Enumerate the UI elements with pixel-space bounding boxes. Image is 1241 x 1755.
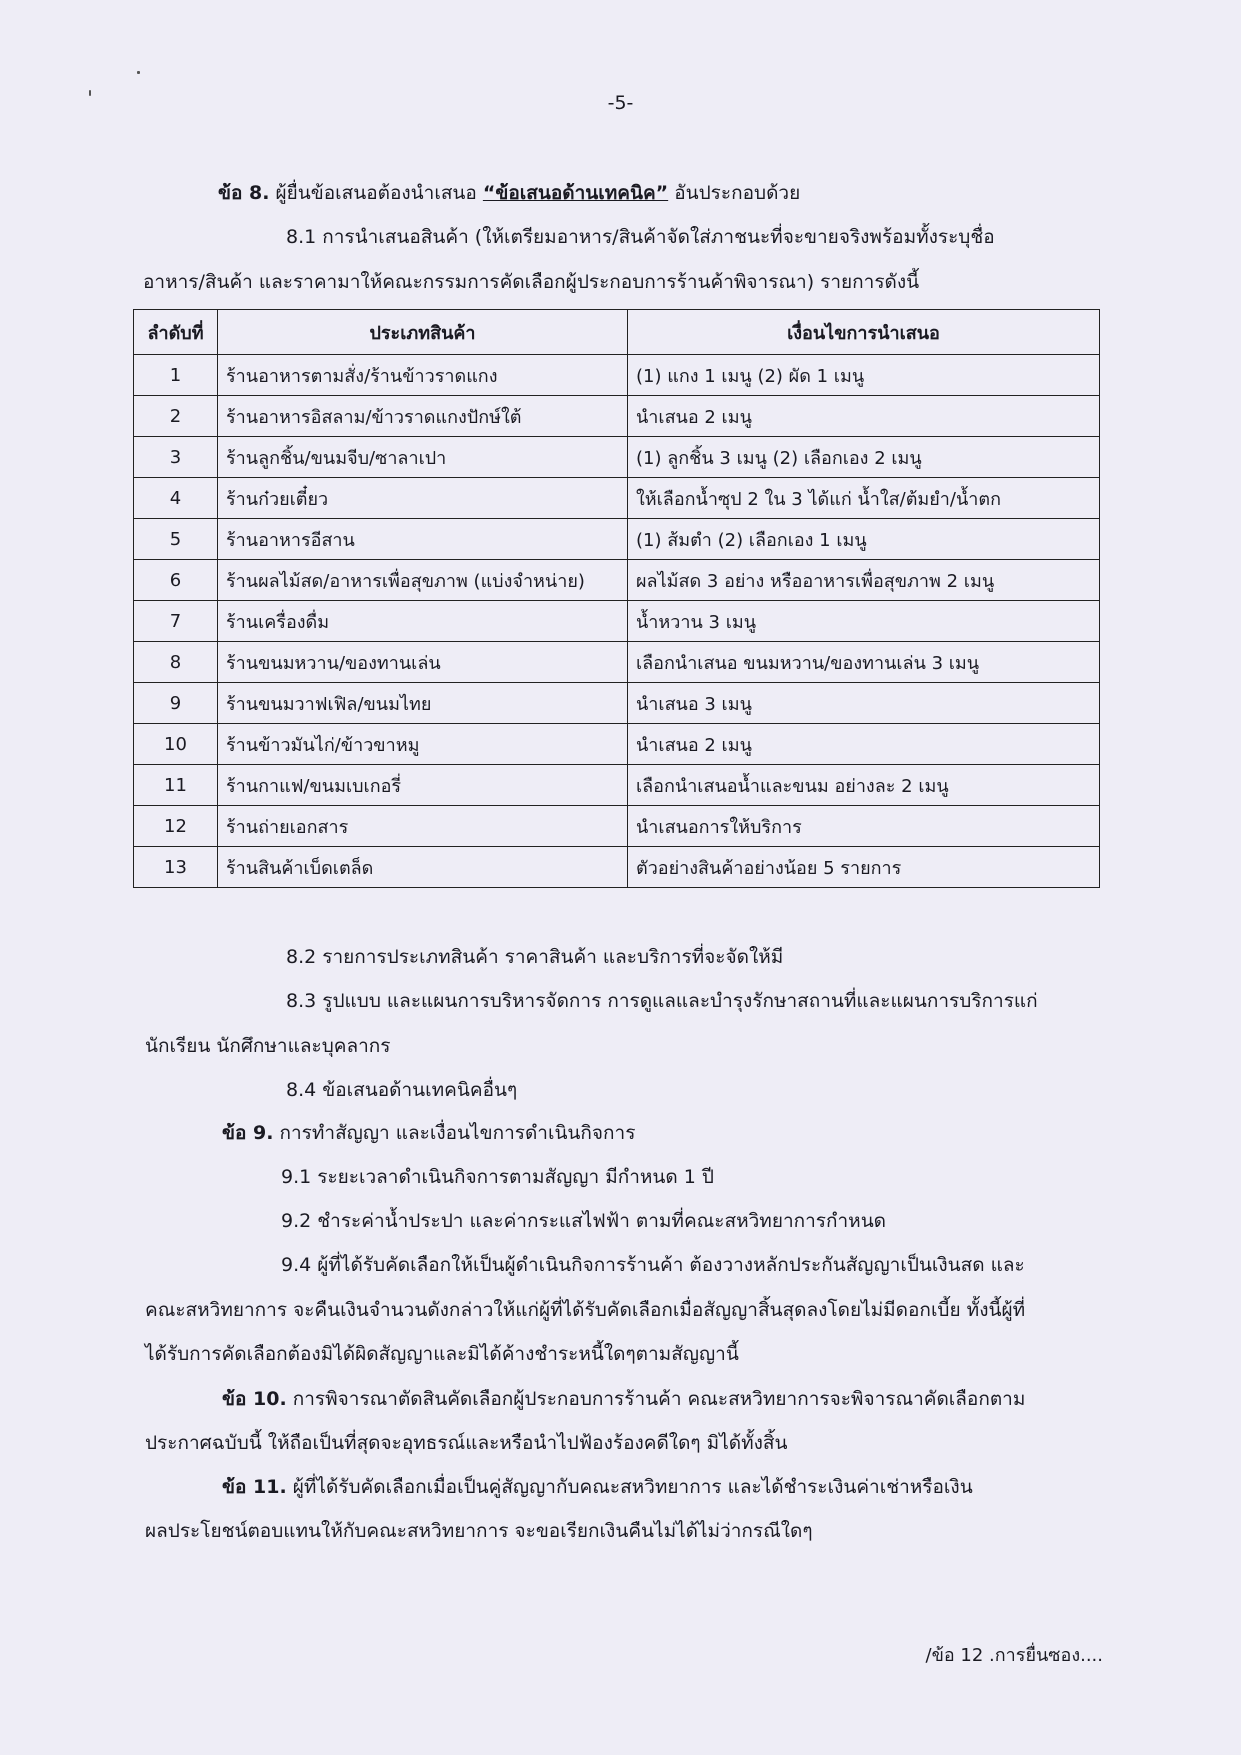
clause-11-label: ข้อ 11. xyxy=(222,1476,287,1498)
clause-9-label: ข้อ 9. xyxy=(222,1122,274,1144)
clause-8-text-after: อันประกอบด้วย xyxy=(674,182,801,204)
row-number: 7 xyxy=(134,601,218,642)
clause-10-label: ข้อ 10. xyxy=(222,1388,287,1410)
paragraph-9-4-line-3: ได้รับการคัดเลือกต้องมิได้ผิดสัญญาและมิได้ค้างชำระหนี้ใดๆตามสัญญานี้ xyxy=(145,1343,739,1365)
clause-8-text-before: ผู้ยื่นข้อเสนอต้องนำเสนอ xyxy=(275,182,477,204)
row-condition: ให้เลือกน้ำซุป 2 ใน 3 ได้แก่ น้ำใส/ต้มยำ/น้ำตก xyxy=(628,478,1100,519)
row-product-type: ร้านผลไม้สด/อาหารเพื่อสุขภาพ (แบ่งจำหน่าย) xyxy=(218,560,628,601)
clause-8-label: ข้อ 8. xyxy=(218,182,270,204)
clause-11-text: ผู้ที่ได้รับคัดเลือกเมื่อเป็นคู่สัญญากับคณะสหวิทยาการ และได้ชำระเงินค่าเช่าหรือเงิน xyxy=(292,1476,973,1498)
row-condition: (1) ลูกชิ้น 3 เมนู (2) เลือกเอง 2 เมนู xyxy=(628,437,1100,478)
row-product-type: ร้านขนมวาฟเฟิล/ขนมไทย xyxy=(218,683,628,724)
row-number: 5 xyxy=(134,519,218,560)
table-row xyxy=(134,724,1100,765)
row-product-type: ร้านขนมหวาน/ของทานเล่น xyxy=(218,642,628,683)
row-number: 1 xyxy=(134,355,218,396)
table-row xyxy=(134,355,1100,396)
row-condition: น้ำหวาน 3 เมนู xyxy=(628,601,1100,642)
clause-11-line-1 xyxy=(222,1464,973,1510)
paragraph-8-4: 8.4 ข้อเสนอด้านเทคนิคอื่นๆ xyxy=(286,1079,518,1101)
row-condition: นำเสนอ 2 เมนู xyxy=(628,396,1100,437)
row-condition: นำเสนอ 2 เมนู xyxy=(628,724,1100,765)
table-row xyxy=(134,847,1100,888)
header-condition: เงื่อนไขการนำเสนอ xyxy=(628,310,1100,355)
row-condition: ผลไม้สด 3 อย่าง หรืออาหารเพื่อสุขภาพ 2 เมนู xyxy=(628,560,1100,601)
clause-8-underlined-term: “ข้อเสนอด้านเทคนิค” xyxy=(482,182,669,204)
paragraph-9-2: 9.2 ชำระค่าน้ำประปา และค่ากระแสไฟฟ้า ตามที่คณะสหวิทยาการกำหนด xyxy=(281,1210,887,1232)
row-condition: (1) ส้มตำ (2) เลือกเอง 1 เมนู xyxy=(628,519,1100,560)
paragraph-8-2: 8.2 รายการประเภทสินค้า ราคาสินค้า และบริการที่จะจัดให้มี xyxy=(286,946,784,968)
paragraph-9-1: 9.1 ระยะเวลาดำเนินกิจการตามสัญญา มีกำหนด 1 ปี xyxy=(281,1166,714,1188)
row-product-type: ร้านกาแฟ/ขนมเบเกอรี่ xyxy=(218,765,628,806)
paragraph-8-1-line-1: 8.1 การนำเสนอสินค้า (ให้เตรียมอาหาร/สินค้าจัดใส่ภาชนะที่จะขายจริงพร้อมทั้งระบุชื่อ xyxy=(286,226,995,248)
paragraph-8-3-line-1: 8.3 รูปแบบ และแผนการบริหารจัดการ การดูแลและบำรุงรักษาสถานที่และแผนการบริการแก่ xyxy=(286,990,1038,1012)
table-row xyxy=(134,683,1100,724)
paragraph-8-1-line-2: อาหาร/สินค้า และราคามาให้คณะกรรมการคัดเลือกผู้ประกอบการร้านค้าพิจารณา) รายการดังนี้ xyxy=(143,271,920,293)
scan-speck xyxy=(137,71,140,74)
row-product-type: ร้านอาหารอีสาน xyxy=(218,519,628,560)
row-condition: (1) แกง 1 เมนู (2) ผัด 1 เมนู xyxy=(628,355,1100,396)
row-product-type: ร้านเครื่องดื่ม xyxy=(218,601,628,642)
paragraph-9-4-line-1: 9.4 ผู้ที่ได้รับคัดเลือกให้เป็นผู้ดำเนินกิจการร้านค้า ต้องวางหลักประกันสัญญาเป็นเงินสด และ xyxy=(281,1254,1025,1276)
table-row xyxy=(134,519,1100,560)
clause-10-line-2: ประกาศฉบับนี้ ให้ถือเป็นที่สุดจะอุทธรณ์และหรือนำไปฟ้องร้องคดีใดๆ มิได้ทั้งสิ้น xyxy=(145,1432,788,1454)
table-row xyxy=(134,560,1100,601)
clause-10-text: การพิจารณาตัดสินคัดเลือกผู้ประกอบการร้านค้า คณะสหวิทยาการจะพิจารณาคัดเลือกตาม xyxy=(292,1388,1026,1410)
row-product-type: ร้านถ่ายเอกสาร xyxy=(218,806,628,847)
page-number: -5- xyxy=(607,92,634,114)
table-row xyxy=(134,765,1100,806)
row-condition: นำเสนอ 3 เมนู xyxy=(628,683,1100,724)
clause-9-heading xyxy=(222,1110,635,1156)
paragraph-8-3-line-2: นักเรียน นักศึกษาและบุคลากร xyxy=(145,1035,391,1057)
product-table xyxy=(133,309,1100,888)
row-product-type: ร้านลูกชิ้น/ขนมจีบ/ซาลาเปา xyxy=(218,437,628,478)
paragraph-9-4-line-2: คณะสหวิทยาการ จะคืนเงินจำนวนดังกล่าวให้แก่ผู้ที่ได้รับคัดเลือกเมื่อสัญญาสิ้นสุดลงโดยไม่มีดอกเบี้ย ทั้งนี้ผู้ที่ xyxy=(145,1299,1026,1321)
table-row xyxy=(134,601,1100,642)
clause-8-heading xyxy=(218,170,800,216)
row-condition: เลือกนำเสนอ ขนมหวาน/ของทานเล่น 3 เมนู xyxy=(628,642,1100,683)
table-row xyxy=(134,642,1100,683)
row-condition: เลือกนำเสนอน้ำและขนม อย่างละ 2 เมนู xyxy=(628,765,1100,806)
table-row xyxy=(134,396,1100,437)
row-number: 13 xyxy=(134,847,218,888)
row-number: 6 xyxy=(134,560,218,601)
row-number: 9 xyxy=(134,683,218,724)
table-header-row xyxy=(134,310,1100,355)
row-condition: ตัวอย่างสินค้าอย่างน้อย 5 รายการ xyxy=(628,847,1100,888)
clause-9-text: การทำสัญญา และเงื่อนไขการดำเนินกิจการ xyxy=(279,1122,636,1144)
row-number: 12 xyxy=(134,806,218,847)
table-row xyxy=(134,437,1100,478)
header-order: ลำดับที่ xyxy=(134,310,218,355)
clause-11-line-2: ผลประโยชน์ตอบแทนให้กับคณะสหวิทยาการ จะขอเรียกเงินคืนไม่ได้ไม่ว่ากรณีใดๆ xyxy=(145,1520,813,1542)
row-condition: นำเสนอการให้บริการ xyxy=(628,806,1100,847)
row-number: 4 xyxy=(134,478,218,519)
row-number: 8 xyxy=(134,642,218,683)
row-product-type: ร้านอาหารตามสั่ง/ร้านข้าวราดแกง xyxy=(218,355,628,396)
row-product-type: ร้านก๋วยเตี๋ยว xyxy=(218,478,628,519)
clause-10-line-1 xyxy=(222,1376,1025,1422)
footer-continuation-note: /ข้อ 12 .การยื่นซอง.... xyxy=(925,1645,1103,1666)
table-row xyxy=(134,806,1100,847)
row-number: 3 xyxy=(134,437,218,478)
table-row xyxy=(134,478,1100,519)
row-product-type: ร้านสินค้าเบ็ดเตล็ด xyxy=(218,847,628,888)
header-product-type: ประเภทสินค้า xyxy=(218,310,628,355)
row-number: 10 xyxy=(134,724,218,765)
row-product-type: ร้านข้าวมันไก่/ข้าวขาหมู xyxy=(218,724,628,765)
row-number: 2 xyxy=(134,396,218,437)
row-product-type: ร้านอาหารอิสลาม/ข้าวราดแกงปักษ์ใต้ xyxy=(218,396,628,437)
row-number: 11 xyxy=(134,765,218,806)
